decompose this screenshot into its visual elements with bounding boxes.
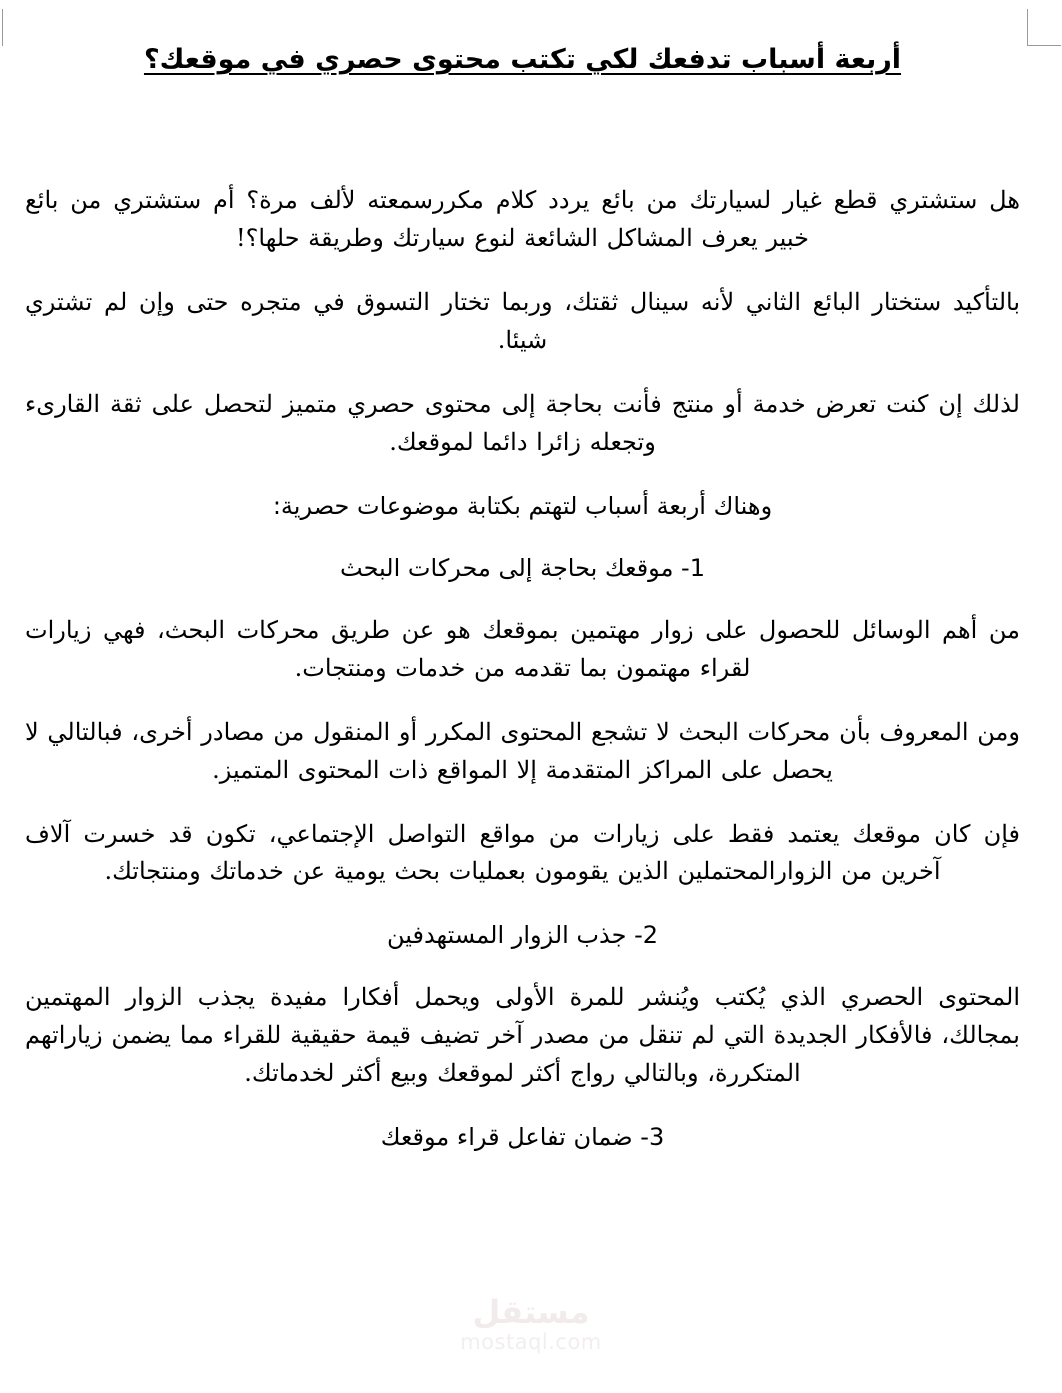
paragraph-5: ومن المعروف بأن محركات البحث لا تشجع المحتوى المكرر أو المنقول من مصادر أخرى، فبالتالي لا يحصل على المراكز المتقدمة إلا المواقع ذات المحتوى المتميز. — [25, 717, 1020, 784]
heading-reason-3: 3- ضمان تفاعل قراء موقعك — [380, 1123, 665, 1152]
paragraph-6: فإن كان موقعك يعتمد فقط على زيارات من مواقع التواصل الإجتماعي، تكون قد خسرت آلاف آخرين من الزوارالمحتملين الذين يقومون بعمليات بحث يومية عن خدماتك ومنتجاتك. — [25, 819, 1020, 886]
paragraph-2: بالتأكيد ستختار البائع الثاني لأنه سينال ثقتك، وربما تختار التسوق في متجره حتى وإن لم تشتري شيئا. — [25, 288, 1020, 355]
heading-reason-1: 1- موقعك بحاجة إلى محركات البحث — [340, 553, 705, 582]
intro-list-lead: وهناك أربعة أسباب لتهتم بكتابة موضوعات حصرية: — [272, 491, 773, 520]
document-title — [25, 42, 1020, 78]
watermark-arabic-logo: مستقل — [472, 1293, 590, 1331]
watermark — [0, 1293, 1062, 1355]
watermark-domain-text: mostaql.com — [460, 1330, 602, 1354]
document-title-text: أربعة أسباب تدفعك لكي تكتب محتوى حصري في موقعك؟ — [143, 44, 902, 75]
paragraph-7: المحتوى الحصري الذي يُكتب ويُنشر للمرة الأولى ويحمل أفكارا مفيدة يجذب الزوار المهتمين بمجالك، فالأفكار الجديدة التي لم تنقل من مصدر آخر تضيف قيمة حقيقية للقراء مما يضمن زياراتهم المتكررة، وبالتالي رواج أكثر لموقعك وبيع أكثر لخدماتك. — [25, 983, 1020, 1088]
heading-reason-2: 2- جذب الزوار المستهدفين — [386, 921, 659, 950]
paragraph-3: لذلك إن كنت تعرض خدمة أو منتج فأنت بحاجة إلى محتوى حصري متميز لتحصل على ثقة القارىء وتجعله زائرا دائما لموقعك. — [25, 390, 1020, 456]
title-spacer — [25, 78, 1020, 182]
paragraph-4: من أهم الوسائل للحصول على زوار مهتمين بموقعك هو عن طريق محركات البحث، فهي زيارات لقراء مهتمون بما تقدمه من خدمات ومنتجات. — [25, 615, 1020, 682]
paragraph-1: هل ستشتري قطع غيار لسيارتك من بائع يردد كلام مكررسمعته لألف مرة؟ أم ستشتري من بائع خبير يعرف المشاكل الشائعة لنوع سيارتك وطريقة حلها؟! — [25, 186, 1020, 253]
